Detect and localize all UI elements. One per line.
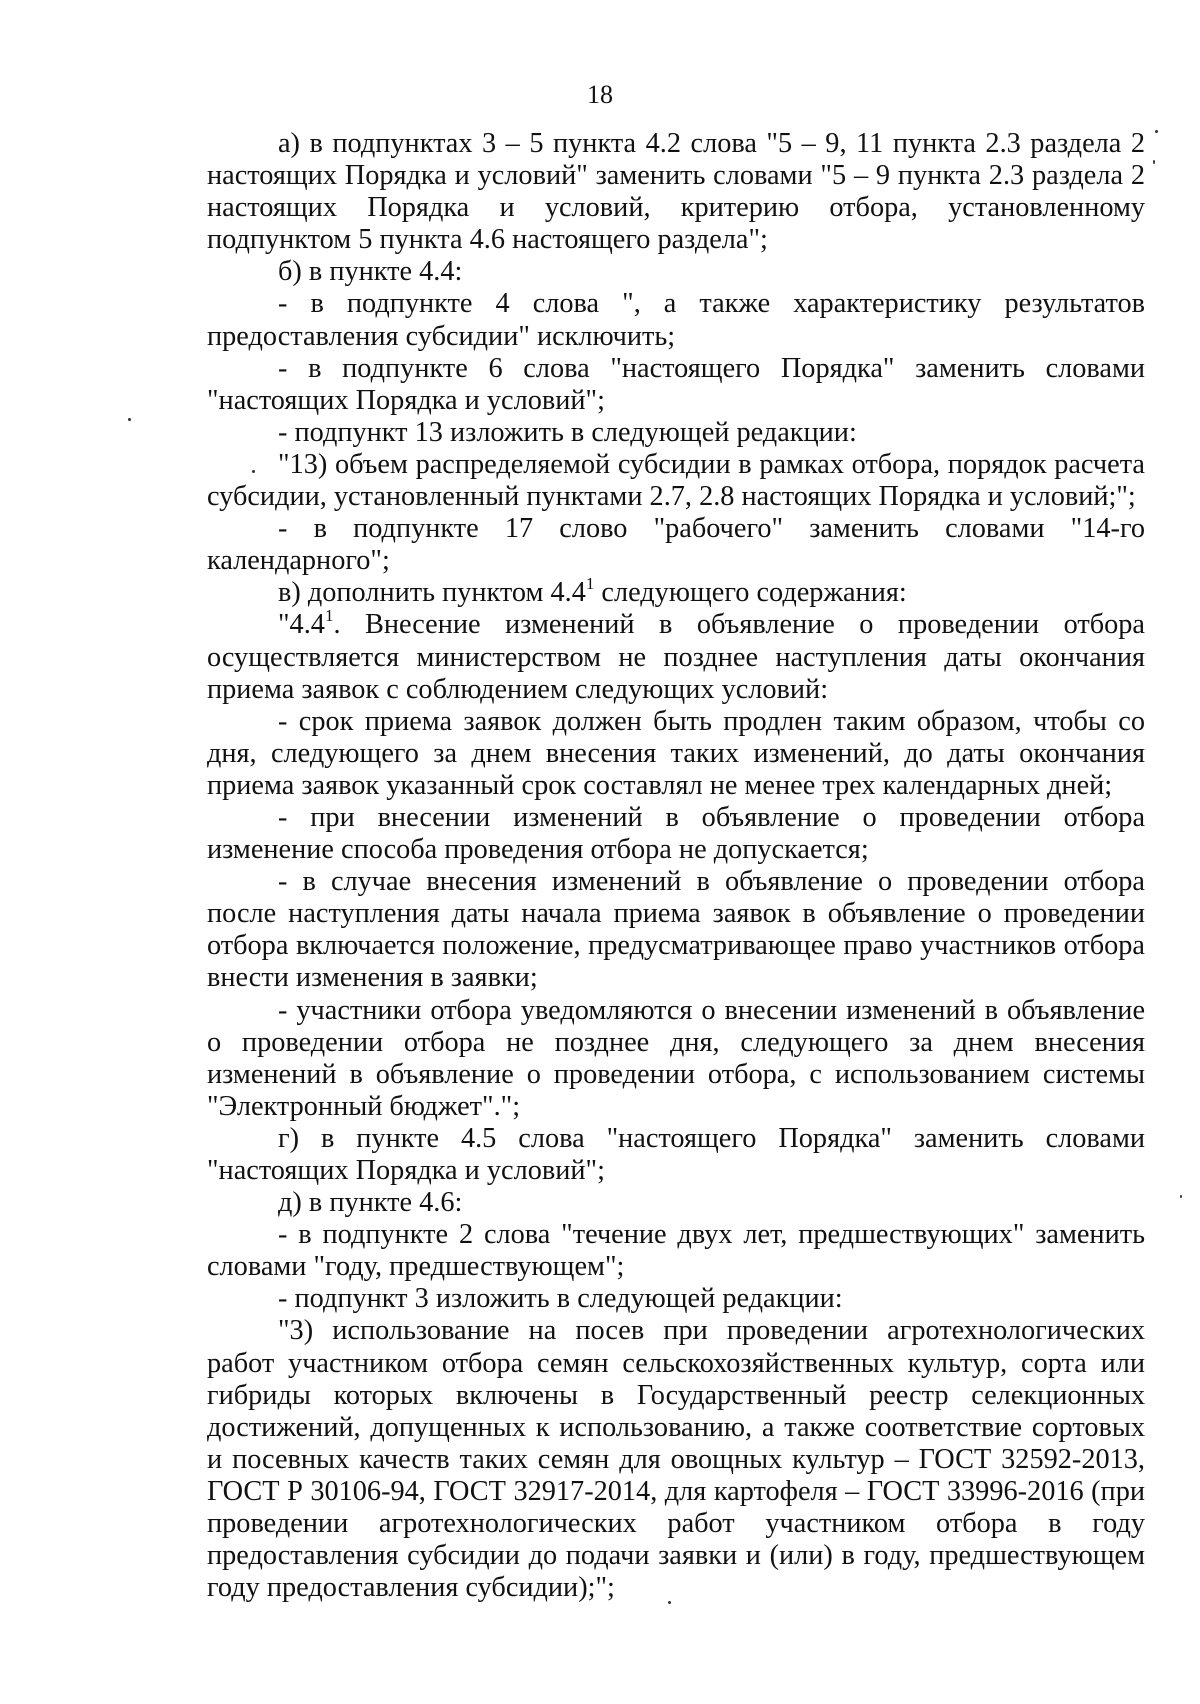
paragraph-condition-3: - в случае внесения изменений в объявление о проведении отбора после наступления даты начала приема заявок в объявление о проведении отбора включается положение, предусматривающее право участников отбора внести изменения в заявки; bbox=[207, 866, 1145, 994]
scan-speck bbox=[1155, 130, 1158, 133]
paragraph-condition-1: - срок приема заявок должен быть продлен таким образом, чтобы со дня, следующего за днем внесения таких изменений, до даты окончания приема заявок указанный срок составлял не менее трех календарных дней; bbox=[207, 705, 1145, 801]
paragraph-v-sup: 1 bbox=[585, 573, 595, 593]
paragraph-b-item-17: - в подпункте 17 слово "рабочего" заменить словами "14-го календарного"; bbox=[207, 513, 1145, 577]
document-body bbox=[207, 128, 1145, 1604]
scan-speck bbox=[1180, 1195, 1182, 1198]
paragraph-d-item-3-text: "3) использование на посев при проведении агротехнологических работ участником отбора семян сельскохозяйственных культур, сорта или гибриды которых включены в Государственный реестр селекционных достижений, допущенных к использованию, а также соответствие сортовых и посевных качеств таких семян для овощных культур – ГОСТ 32592-2013, ГОСТ Р 30106-94, ГОСТ 32917-2014, для картофеля – ГОСТ 33996-2016 (при проведении агротехнологических работ участником отбора в году предоставления субсидии до подачи заявки и (или) в году, предшествующем году предоставления субсидии);"; bbox=[207, 1315, 1145, 1604]
scan-speck bbox=[668, 1601, 671, 1604]
paragraph-v bbox=[207, 573, 1145, 609]
paragraph-d: д) в пункте 4.6: bbox=[278, 1187, 463, 1219]
paragraph-v-before: в) дополнить пунктом 4.4 bbox=[278, 577, 586, 609]
paragraph-condition-2: - при внесении изменений в объявление о проведении отбора изменение способа проведения отбора не допускается; bbox=[207, 801, 1145, 866]
scan-speck bbox=[128, 418, 131, 421]
paragraph-g: г) в пункте 4.5 слова "настоящего Порядка" заменить словами "настоящих Порядка и условий"; bbox=[207, 1122, 1145, 1186]
paragraph-a: а) в подпунктах 3 – 5 пункта 4.2 слова "5 – 9, 11 пункта 2.3 раздела 2 настоящих Порядка и условий" заменить словами "5 – 9 пункта 2.3 раздела 2 настоящих Порядка и условий, критерию отбора, установленному подпунктом 5 пункта 4.6 настоящего раздела"; bbox=[207, 128, 1145, 256]
paragraph-4-4-1 bbox=[207, 605, 1145, 705]
paragraph-4-4-1-sup: 1 bbox=[324, 605, 334, 625]
paragraph-4-4-1-before: "4.4 bbox=[278, 609, 325, 641]
paragraph-b-item-13-text: "13) объем распределяемой субсидии в рамках отбора, порядок расчета субсидии, установленный пунктами 2.7, 2.8 настоящих Порядка и условий;"; bbox=[207, 448, 1145, 513]
paragraph-4-4-1-after: . Внесение изменений в объявление о проведении отбора осуществляется министерством не позднее наступления даты окончания приема заявок с соблюдением следующих условий: bbox=[207, 609, 1145, 705]
paragraph-d-item-3: - подпункт 3 изложить в следующей редакции: bbox=[278, 1283, 843, 1315]
page-number: 18 bbox=[587, 80, 613, 109]
paragraph-b-item-13: - подпункт 13 изложить в следующей редакции: bbox=[278, 416, 857, 448]
scan-speck bbox=[252, 470, 255, 473]
paragraph-b-item-6: - в подпункте 6 слова "настоящего Порядка" заменить словами "настоящих Порядка и условий"; bbox=[207, 352, 1145, 416]
paragraph-d-item-2: - в подпункте 2 слова "течение двух лет, предшествующих" заменить словами "году, предшествующем"; bbox=[207, 1219, 1145, 1283]
scan-speck bbox=[1153, 160, 1155, 164]
paragraph-b-item-4: - в подпункте 4 слова ", а также характеристику результатов предоставления субсидии" исключить; bbox=[207, 288, 1145, 352]
paragraph-b: б) в пункте 4.4: bbox=[278, 256, 463, 288]
paragraph-v-after: следующего содержания: bbox=[594, 577, 907, 609]
paragraph-condition-4: - участники отбора уведомляются о внесении изменений в объявление о проведении отбора не позднее дня, следующего за днем внесения изменений в объявление о проведении отбора, с использованием системы "Электронный бюджет"."; bbox=[207, 994, 1145, 1122]
